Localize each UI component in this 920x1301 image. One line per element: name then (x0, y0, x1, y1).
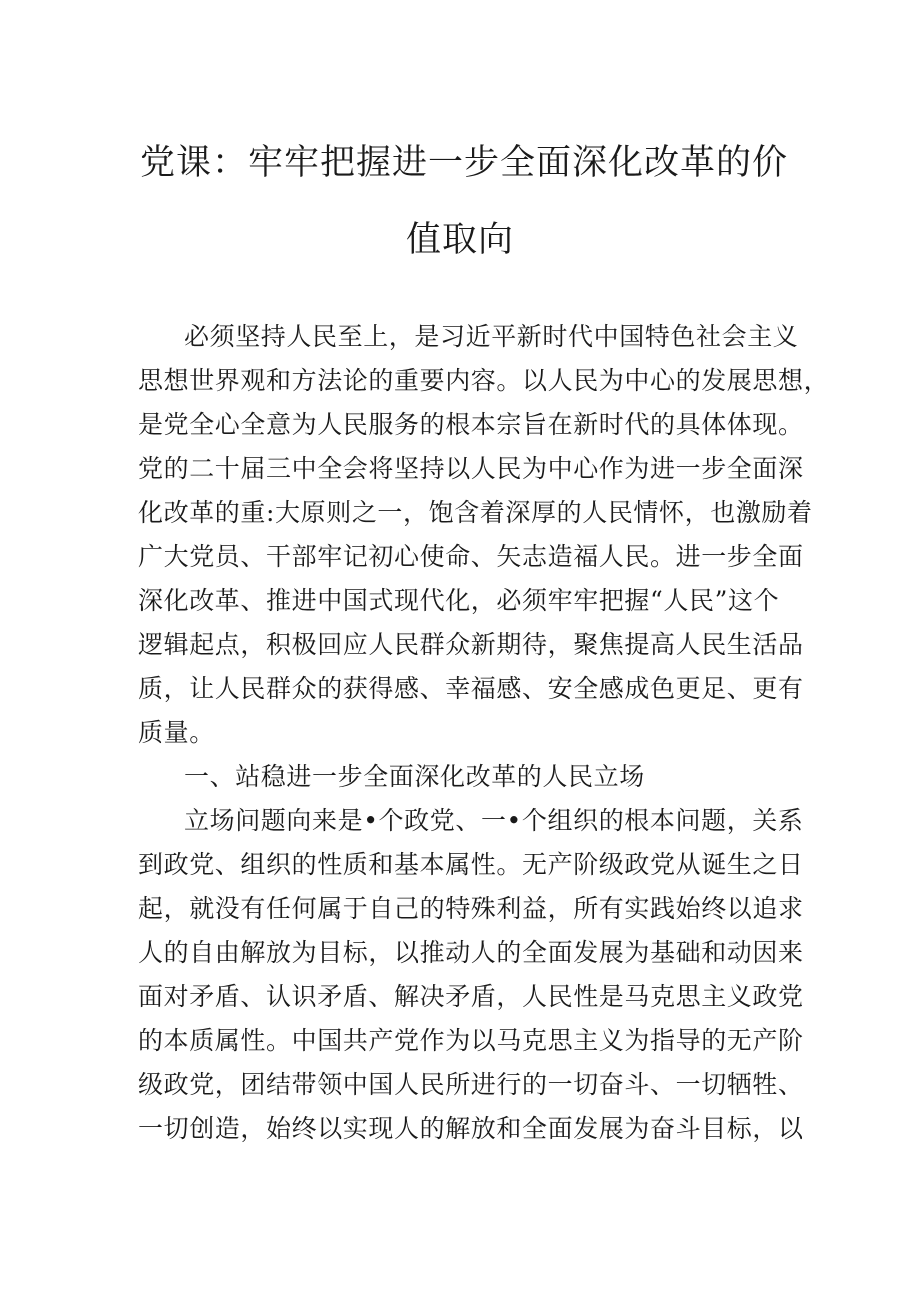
section-heading: 一、站稳进一步全面深化改革的人民立场 (184, 762, 645, 791)
paragraph-line: 质量。 (138, 718, 215, 747)
paragraph-line: 起，就没有任何属于自己的特殊利益，所有实践始终以追求 (138, 894, 804, 923)
document-title-line-1: 党课：牢牢把握进一步全面深化改革的价 (140, 143, 789, 183)
paragraph-line: 化改革的重:大原则之一，饱含着深厚的人民情怀，也激励着 (138, 498, 813, 527)
paragraph-line: 质，让人民群众的获得感、幸福感、安全感成色更足、更有 (138, 674, 804, 703)
paragraph-line: 人的自由解放为目标，以推动人的全面发展为基础和动因来 (138, 938, 804, 967)
paragraph-line: 思想世界观和方法论的重要内容。以人民为中心的发展思想， (138, 366, 830, 395)
paragraph-line: 的本质属性。中国共产党作为以马克思主义为指导的无产阶 (138, 1026, 804, 1055)
paragraph-line: 到政党、组织的性质和基本属性。无产阶级政党从诞生之日 (138, 850, 804, 879)
paragraph-line: 一切创造，始终以实现人的解放和全面发展为奋斗目标，以 (138, 1114, 804, 1143)
paragraph-line: 是党全心全意为人民服务的根本宗旨在新时代的具体体现。 (138, 410, 804, 439)
document-title-line-2: 值取向 (405, 220, 514, 260)
paragraph-line: 级政党，团结带领中国人民所进行的一切奋斗、一切牺牲、 (138, 1070, 804, 1099)
paragraph-line: 党的二十届三中全会将坚持以人民为中心作为进一步全面深 (138, 454, 804, 483)
paragraph-line: 逻辑起点，积极回应人民群众新期待，聚焦提高人民生活品 (138, 630, 804, 659)
paragraph-line: 深化改革、推进中国式现代化，必须牢牢把握“人民”这个 (138, 586, 780, 615)
paragraph-line: 面对矛盾、认识矛盾、解决矛盾，人民性是马克思主义政党 (138, 982, 804, 1011)
paragraph-line: 立场问题向来是•个政党、一•个组织的根本问题，关系 (184, 806, 804, 835)
paragraph-line: 广大党员、干部牢记初心使命、矢志造福人民。进一步全面 (138, 542, 804, 571)
paragraph-line: 必须坚持人民至上，是习近平新时代中国特色社会主义 (184, 322, 799, 351)
